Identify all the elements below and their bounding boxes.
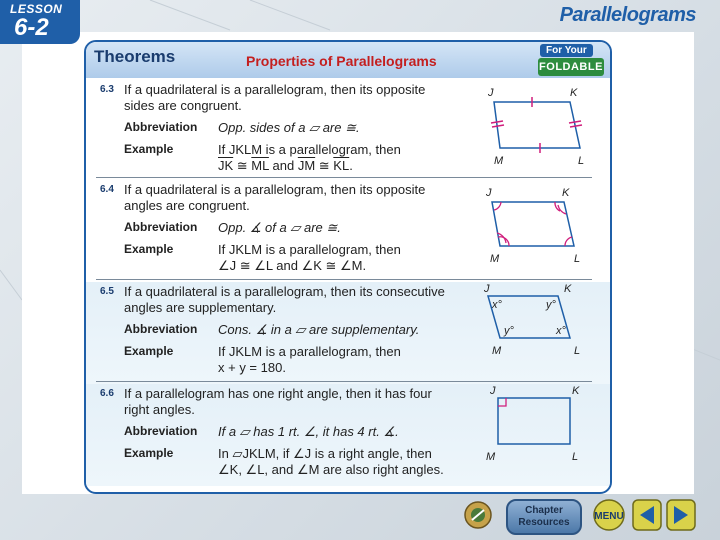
theorem-number: 6.5 [100, 286, 114, 297]
theorem-statement: If a quadrilateral is a parallelogram, then its opposite sides are congruent. [124, 82, 426, 113]
theorem-number: 6.6 [100, 388, 114, 399]
theorem-6-4 [86, 180, 610, 282]
example-text [218, 142, 458, 174]
vertex-m: M [492, 345, 502, 357]
animation-button[interactable] [462, 500, 494, 535]
example-line-1: If JKLM is a parallelogram, then [218, 242, 401, 257]
vertex-m: M [490, 253, 500, 265]
theorem-statement: If a parallelogram has one right angle, then it has four right angles. [124, 386, 432, 417]
menu-icon [592, 499, 626, 531]
example-label: Example [124, 446, 174, 460]
menu-label: MENU [594, 511, 624, 522]
angle-label-k: y° [546, 299, 556, 311]
figure-opposite-angles [474, 180, 604, 280]
previous-button[interactable] [632, 499, 662, 536]
theorem-number: 6.4 [100, 184, 114, 195]
and-word: and [272, 158, 295, 173]
segment-kl: $\overline{KL}$ [333, 158, 350, 173]
segment-ml: $\overline{ML}$ [251, 158, 269, 173]
example-label: Example [124, 344, 174, 358]
vertex-k: K [570, 87, 578, 99]
example-text [218, 242, 458, 274]
theorem-6-3 [86, 80, 610, 182]
abbrev-pre: Opp. sides of a [218, 120, 306, 135]
abbrev-post: are ≅. [322, 120, 360, 135]
example-line-2: x + y = 180. [218, 360, 286, 375]
theorem-6-5 [86, 282, 610, 384]
vertex-m: M [486, 451, 496, 463]
menu-button[interactable] [592, 499, 626, 536]
example-line-2: ∠K, ∠L, and ∠M are also right angles. [218, 462, 444, 477]
angle-label-l: x° [556, 325, 566, 337]
vertex-k: K [564, 283, 572, 295]
figure-right-angles [474, 384, 604, 484]
vertex-j: J [488, 87, 494, 99]
animation-icon [462, 500, 494, 530]
abbreviation-label: Abbreviation [124, 424, 198, 438]
theorem-statement: If a quadrilateral is a parallelogram, then its opposite angles are congruent. [124, 182, 426, 213]
vertex-j: J [484, 283, 490, 295]
abbreviation-text: Cons. ∡ in a ▱ are supplementary. [218, 322, 420, 337]
vertex-j: J [490, 385, 496, 397]
example-line-1: If JKLM is a parallelogram, then [218, 344, 401, 359]
parallelogram-symbol: ▱ [309, 120, 320, 135]
vertex-m: M [494, 155, 504, 167]
vertex-l: L [572, 451, 579, 463]
theorem-statement: If a quadrilateral is a parallelogram, then its consecutive angles are supplementary. [124, 284, 445, 315]
example-label: Example [124, 142, 174, 156]
abbreviation-text [218, 120, 458, 136]
example-line-2: ∠J ≅ ∠L and ∠K ≅ ∠M. [218, 258, 367, 273]
example-label: Example [124, 242, 174, 256]
lesson-badge [0, 0, 80, 44]
vertex-l: L [574, 345, 581, 357]
foldable-label: For Your [540, 44, 593, 57]
vertex-l: L [574, 253, 581, 265]
divider [96, 279, 592, 280]
example-line-2: $\overline{JK}$ ≅ $\overline{ML}$ and $\overline{JM}$ ≅ $\overline{KL}$. [218, 158, 353, 173]
example-line-1: If JKLM is a parallelogram, then [218, 142, 401, 157]
example-text [218, 446, 458, 478]
segment-jk: $\overline{JK}$ [218, 158, 234, 173]
theorem-number: 6.3 [100, 84, 114, 95]
figure-opposite-sides [474, 80, 604, 180]
angle-label-m: y° [504, 325, 514, 337]
vertex-l: L [578, 155, 585, 167]
lesson-number: 6-2 [14, 14, 49, 41]
arrow-left-icon [632, 499, 662, 531]
abbreviation-label: Abbreviation [124, 220, 198, 234]
foldable-badge: FOLDABLE [538, 58, 604, 76]
lesson-label: LESSON [10, 2, 63, 16]
vertex-k: K [562, 187, 570, 199]
next-button[interactable] [666, 499, 696, 536]
angle-label-j: x° [492, 299, 502, 311]
card-heading: Properties of Parallelograms [246, 53, 437, 69]
example-text [218, 344, 458, 376]
segment-jm: $\overline{JM}$ [297, 158, 316, 173]
arrow-right-icon [666, 499, 696, 531]
vertex-k: K [572, 385, 580, 397]
divider [96, 381, 592, 382]
abbreviation-text: If a ▱ has 1 rt. ∠, it has 4 rt. ∡. [218, 424, 399, 439]
page-title: Parallelograms [559, 4, 696, 26]
figure-consecutive-angles [474, 282, 604, 382]
theorems-card [84, 40, 612, 494]
divider [96, 177, 592, 178]
card-header [86, 42, 610, 78]
example-line-1: In ▱JKLM, if ∠J is a right angle, then [218, 446, 432, 461]
card-tab-title: Theorems [94, 47, 176, 66]
chapter-resources-button[interactable]: Chapter Resources [506, 499, 582, 535]
theorem-6-6 [86, 384, 610, 486]
abbreviation-text: Opp. ∡ of a ▱ are ≅. [218, 220, 341, 235]
abbreviation-label: Abbreviation [124, 120, 198, 134]
vertex-j: J [486, 187, 492, 199]
abbreviation-label: Abbreviation [124, 322, 198, 336]
